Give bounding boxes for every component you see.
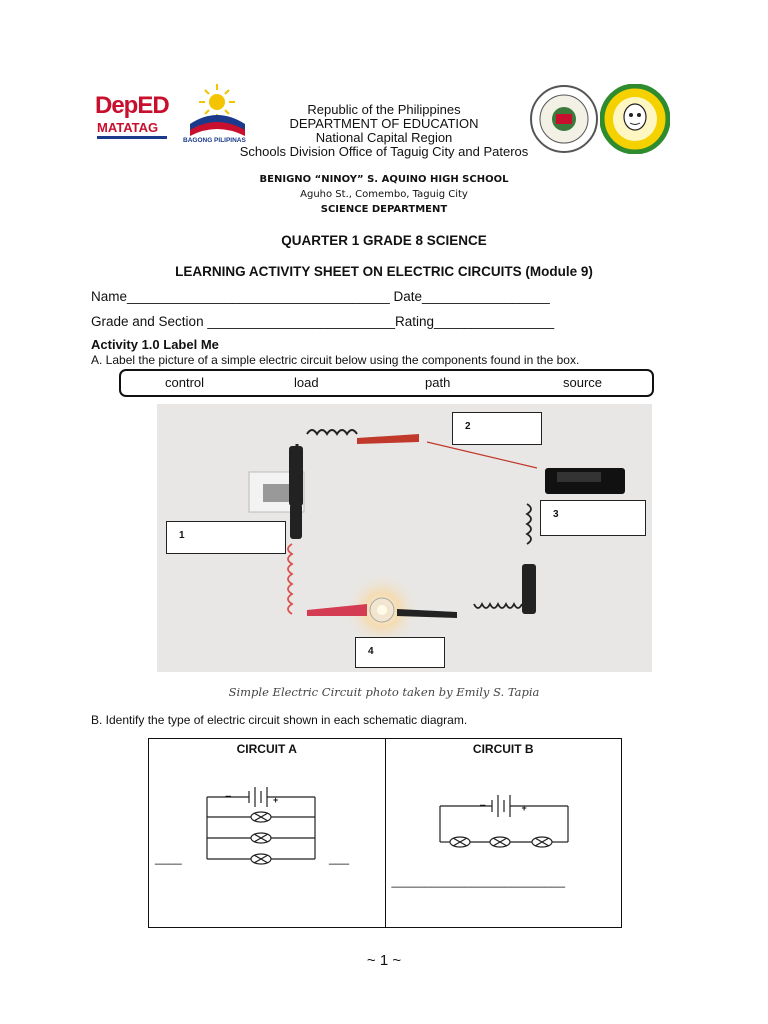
circuit-b-minus: −	[479, 800, 486, 812]
circuit-b-cell	[385, 739, 622, 928]
circuit-photo	[157, 404, 652, 672]
word-load: load	[294, 375, 319, 390]
bagong-pilipinas-text: BAGONG PILIPINAS	[183, 137, 246, 144]
school-department: SCIENCE DEPARTMENT	[320, 204, 448, 215]
section-rating-field[interactable]: Grade and Section _________________________Rating________________	[91, 314, 555, 329]
school-address: Aguho St., Comembo, Taguig City	[300, 189, 468, 200]
circuit-a-minus: −	[225, 791, 232, 803]
header-line-2: DEPARTMENT OF EDUCATION	[289, 116, 479, 131]
photo-caption: Simple Electric Circuit photo taken by Emily S. Tapia	[228, 685, 540, 699]
circuit-a-answer-right[interactable]: ___	[329, 851, 350, 865]
label-number-2: 2	[465, 421, 471, 432]
word-source: source	[563, 375, 603, 390]
word-control: control	[165, 375, 205, 390]
name-date-field[interactable]: Name___________________________________ Date_________________	[91, 289, 550, 304]
page-number: ~ 1 ~	[366, 952, 402, 969]
circuit-a-title: CIRCUIT A	[236, 742, 297, 756]
word-bank-box	[119, 369, 654, 397]
label-box-4[interactable]	[355, 637, 445, 668]
label-number-3: 3	[553, 509, 559, 520]
label-box-3[interactable]	[540, 500, 646, 536]
header-line-3: National Capital Region	[315, 130, 453, 145]
circuit-b-answer[interactable]: __________________________	[391, 874, 566, 888]
deped-wordmark: DepED	[95, 92, 169, 119]
circuit-a-cell	[149, 739, 386, 928]
circuits-table	[148, 738, 622, 928]
circuit-a-plus: +	[273, 795, 279, 805]
label-box-2[interactable]	[452, 412, 542, 445]
circuit-b-title: CIRCUIT B	[472, 742, 534, 756]
instruction-b: B. Identify the type of electric circuit shown in each schematic diagram.	[91, 713, 468, 727]
sheet-title: LEARNING ACTIVITY SHEET ON ELECTRIC CIRCUITS (Module 9)	[175, 264, 593, 279]
circuit-b-diagram	[436, 792, 572, 852]
activity-title: Activity 1.0 Label Me	[91, 337, 219, 352]
label-number-4: 4	[368, 646, 374, 657]
instruction-a: A. Label the picture of a simple electric circuit below using the components found in the box.	[91, 353, 580, 367]
matatag-wordmark: MATATAG	[97, 120, 159, 135]
school-name: BENIGNO “NINOY” S. AQUINO HIGH SCHOOL	[259, 174, 509, 185]
label-box-1[interactable]	[166, 521, 286, 554]
circuit-a-answer-left[interactable]: ____	[155, 851, 182, 865]
label-number-1: 1	[179, 530, 185, 541]
circuit-b-plus: +	[521, 803, 527, 813]
word-path: path	[425, 375, 451, 390]
circuit-a-diagram	[201, 787, 321, 869]
quarter-title: QUARTER 1 GRADE 8 SCIENCE	[281, 233, 487, 248]
header-line-4: Schools Division Office of Taguig City and Pateros	[239, 144, 529, 159]
header-line-1: Republic of the Philippines	[307, 102, 461, 117]
